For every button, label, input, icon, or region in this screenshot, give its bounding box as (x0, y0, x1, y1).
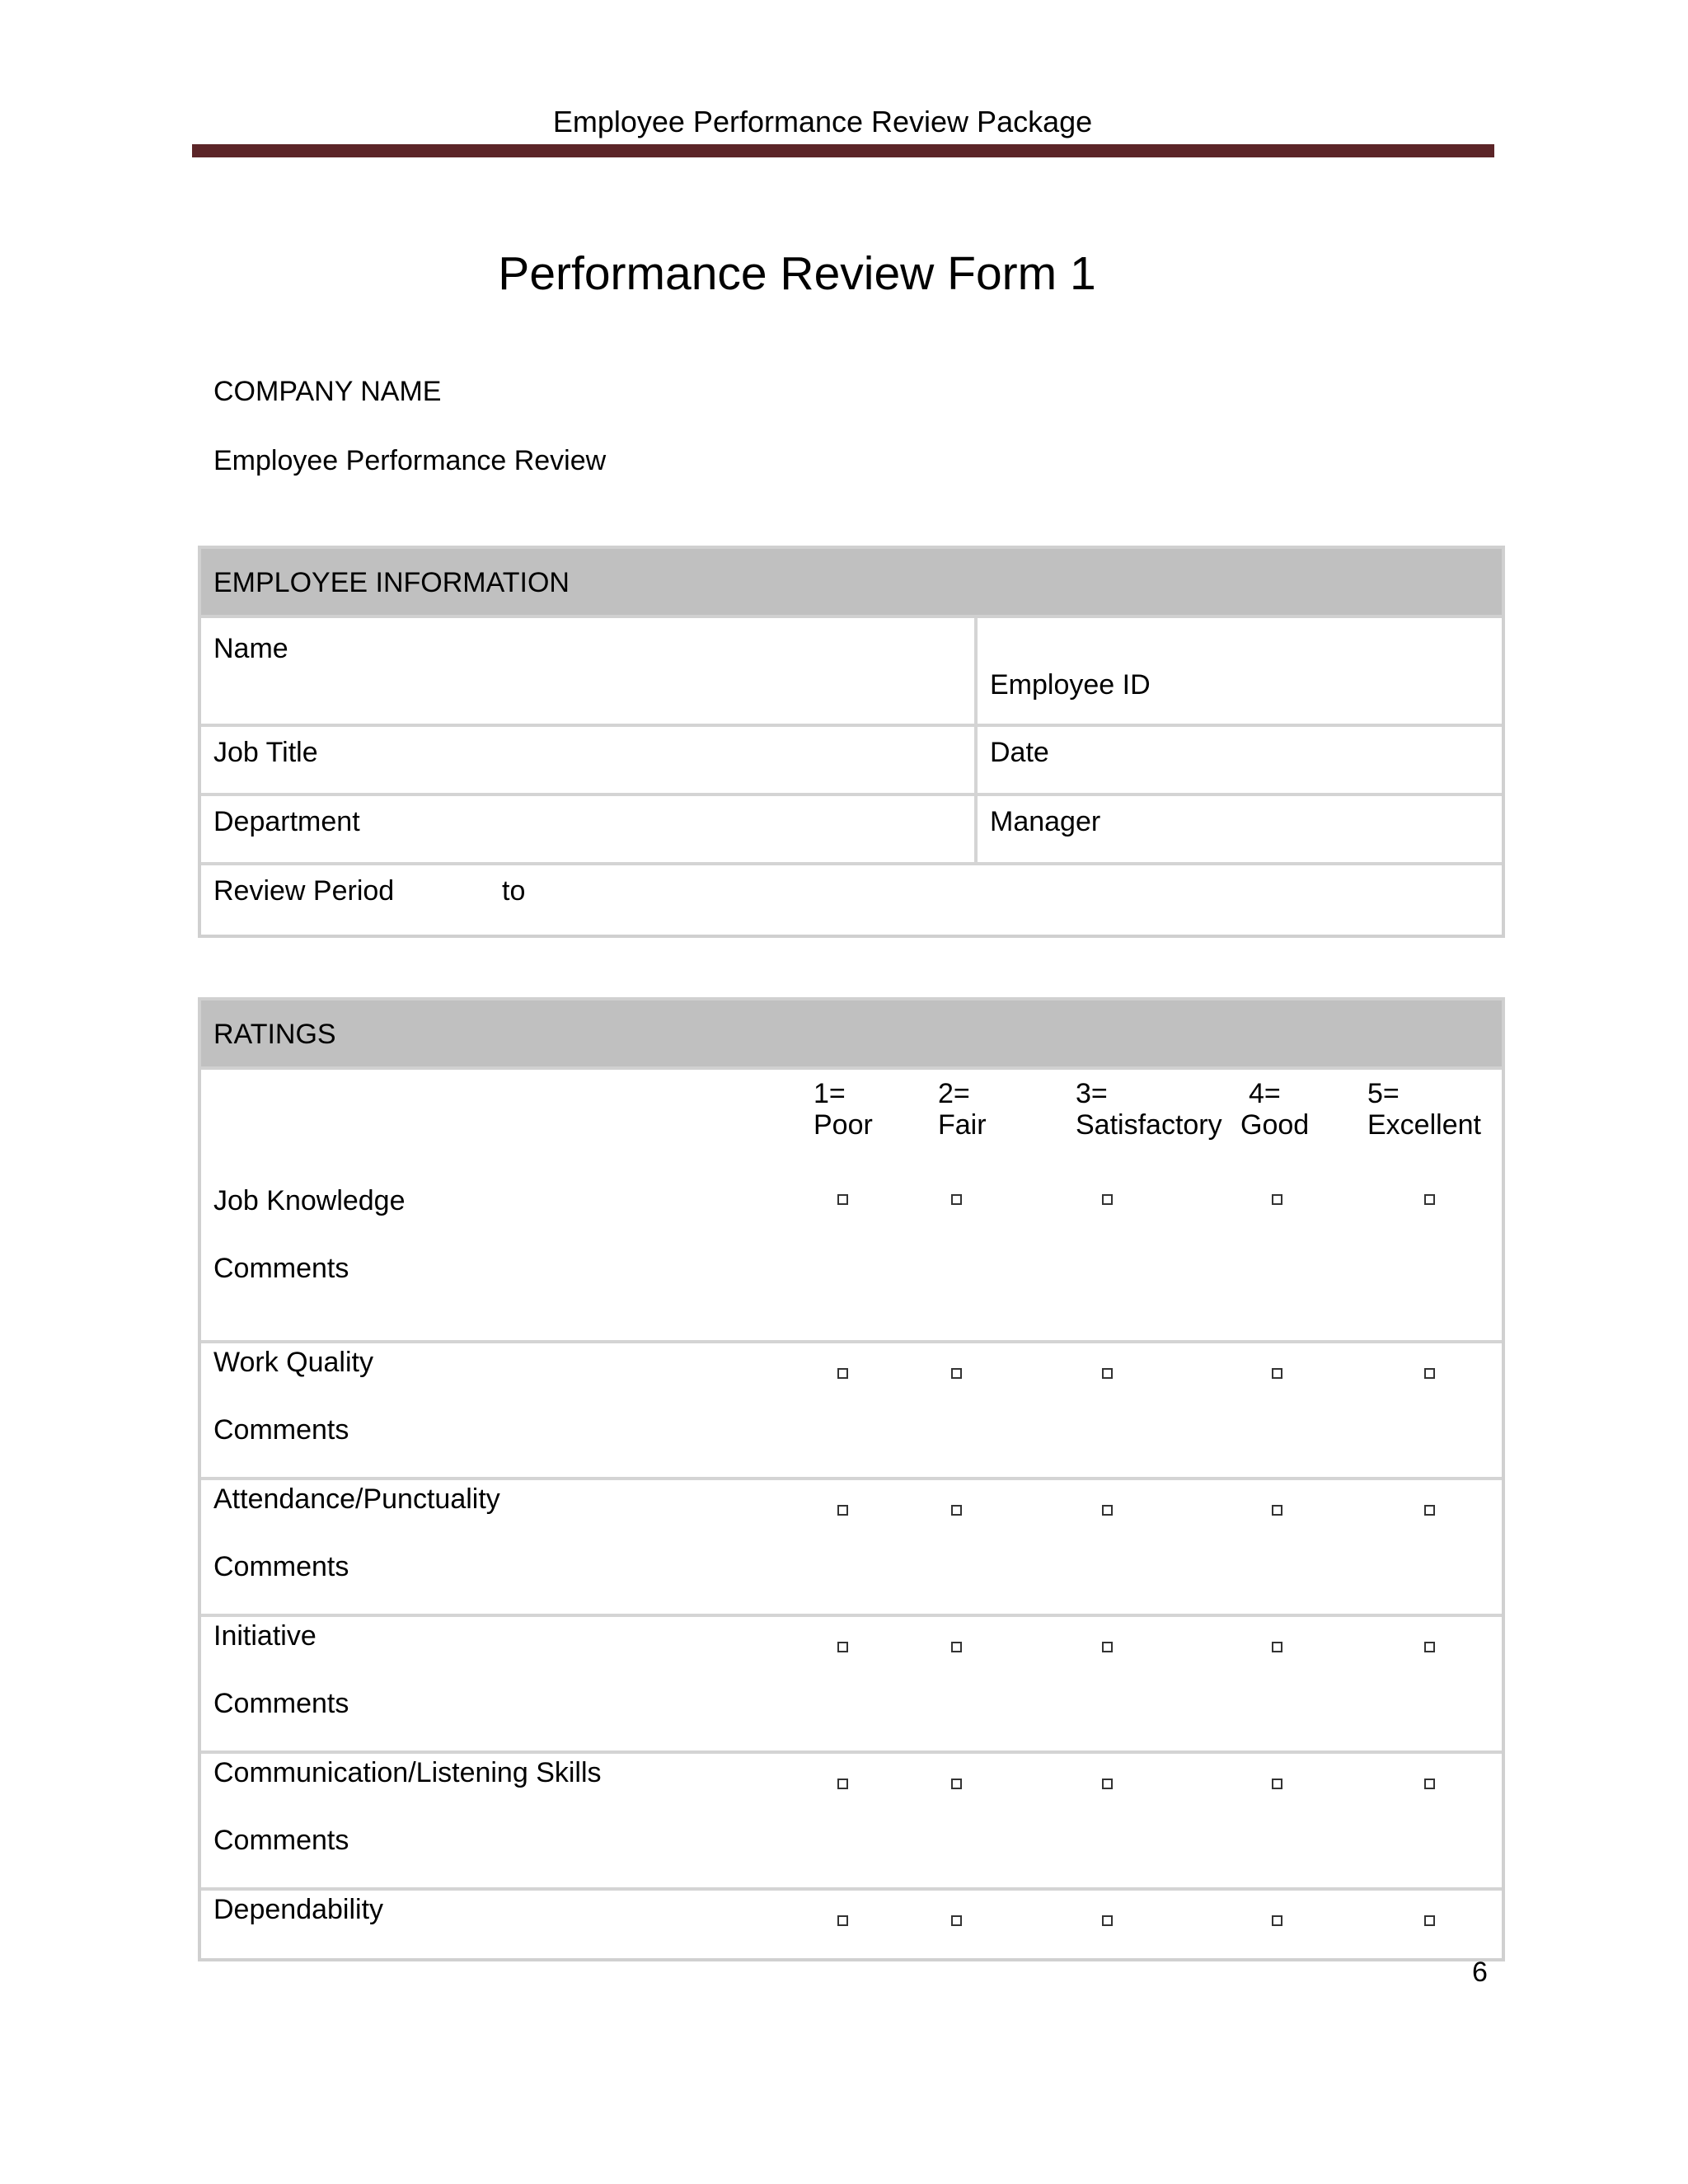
comments-label: Comments (213, 1253, 349, 1284)
criterion-row-dependability (201, 1891, 1502, 1958)
rating-5-checkbox[interactable] (1424, 1915, 1435, 1926)
name-label: Name (213, 633, 288, 664)
rating-1-checkbox[interactable] (837, 1779, 848, 1789)
comments-label: Comments (213, 1688, 349, 1719)
comments-label: Comments (213, 1551, 349, 1582)
scale-1: 1= Poor (814, 1078, 873, 1141)
criterion-row-communication (201, 1754, 1502, 1891)
ratings-heading: RATINGS (201, 1001, 1502, 1070)
rating-2-checkbox[interactable] (951, 1505, 962, 1516)
employee-information-section (198, 546, 1505, 938)
comments-label: Comments (213, 1825, 349, 1856)
company-name: COMPANY NAME (213, 376, 442, 407)
column-divider (974, 618, 978, 724)
rating-3-checkbox[interactable] (1102, 1368, 1113, 1379)
header-rule (192, 144, 1494, 157)
rating-4-checkbox[interactable] (1272, 1194, 1282, 1205)
rating-1-checkbox[interactable] (837, 1194, 848, 1205)
criterion-label: Attendance/Punctuality (213, 1483, 500, 1515)
rating-2-checkbox[interactable] (951, 1368, 962, 1379)
rating-2-checkbox[interactable] (951, 1779, 962, 1789)
rating-1-checkbox[interactable] (837, 1915, 848, 1926)
job-title-row (201, 727, 1502, 796)
criterion-label: Communication/Listening Skills (213, 1757, 602, 1788)
rating-3-checkbox[interactable] (1102, 1194, 1113, 1205)
rating-4-checkbox[interactable] (1272, 1779, 1282, 1789)
scale-3: 3= Satisfactory (1076, 1078, 1222, 1141)
criterion-label: Initiative (213, 1620, 316, 1652)
column-divider (974, 796, 978, 862)
review-period-to-label: to (502, 875, 526, 907)
department-label: Department (213, 806, 360, 837)
rating-2-checkbox[interactable] (951, 1194, 962, 1205)
comments-label: Comments (213, 1414, 349, 1446)
criterion-row-attendance (201, 1480, 1502, 1617)
name-row (201, 618, 1502, 727)
rating-5-checkbox[interactable] (1424, 1505, 1435, 1516)
rating-1-checkbox[interactable] (837, 1368, 848, 1379)
rating-5-checkbox[interactable] (1424, 1779, 1435, 1789)
ratings-section (198, 997, 1505, 1961)
rating-1-checkbox[interactable] (837, 1642, 848, 1652)
scale-5: 5= Excellent (1367, 1078, 1481, 1141)
criterion-label: Work Quality (213, 1347, 373, 1378)
employee-information-heading: EMPLOYEE INFORMATION (201, 549, 1502, 618)
rating-2-checkbox[interactable] (951, 1642, 962, 1652)
rating-5-checkbox[interactable] (1424, 1368, 1435, 1379)
form-subtitle: Employee Performance Review (213, 445, 607, 476)
criterion-row-work-quality (201, 1343, 1502, 1480)
manager-label: Manager (990, 806, 1101, 837)
criterion-row-initiative (201, 1617, 1502, 1754)
rating-3-checkbox[interactable] (1102, 1505, 1113, 1516)
employee-id-label: Employee ID (990, 669, 1151, 701)
form-title: Performance Review Form 1 (498, 247, 1096, 300)
criterion-row-job-knowledge (201, 1185, 1502, 1343)
rating-2-checkbox[interactable] (951, 1915, 962, 1926)
page-number: 6 (1472, 1957, 1488, 1988)
scale-2: 2= Fair (938, 1078, 987, 1141)
review-period-label: Review Period (213, 875, 395, 907)
rating-3-checkbox[interactable] (1102, 1779, 1113, 1789)
rating-3-checkbox[interactable] (1102, 1642, 1113, 1652)
rating-1-checkbox[interactable] (837, 1505, 848, 1516)
rating-5-checkbox[interactable] (1424, 1642, 1435, 1652)
rating-4-checkbox[interactable] (1272, 1368, 1282, 1379)
rating-5-checkbox[interactable] (1424, 1194, 1435, 1205)
rating-4-checkbox[interactable] (1272, 1915, 1282, 1926)
scale-4: 4= Good (1240, 1078, 1310, 1141)
running-header: Employee Performance Review Package (552, 105, 1093, 138)
criterion-label: Dependability (213, 1894, 384, 1925)
rating-4-checkbox[interactable] (1272, 1642, 1282, 1652)
column-divider (974, 727, 978, 793)
rating-3-checkbox[interactable] (1102, 1915, 1113, 1926)
review-period-row (201, 865, 1502, 935)
department-row (201, 796, 1502, 865)
job-title-label: Job Title (213, 737, 318, 768)
rating-4-checkbox[interactable] (1272, 1505, 1282, 1516)
date-label: Date (990, 737, 1049, 768)
criterion-label: Job Knowledge (213, 1185, 406, 1216)
